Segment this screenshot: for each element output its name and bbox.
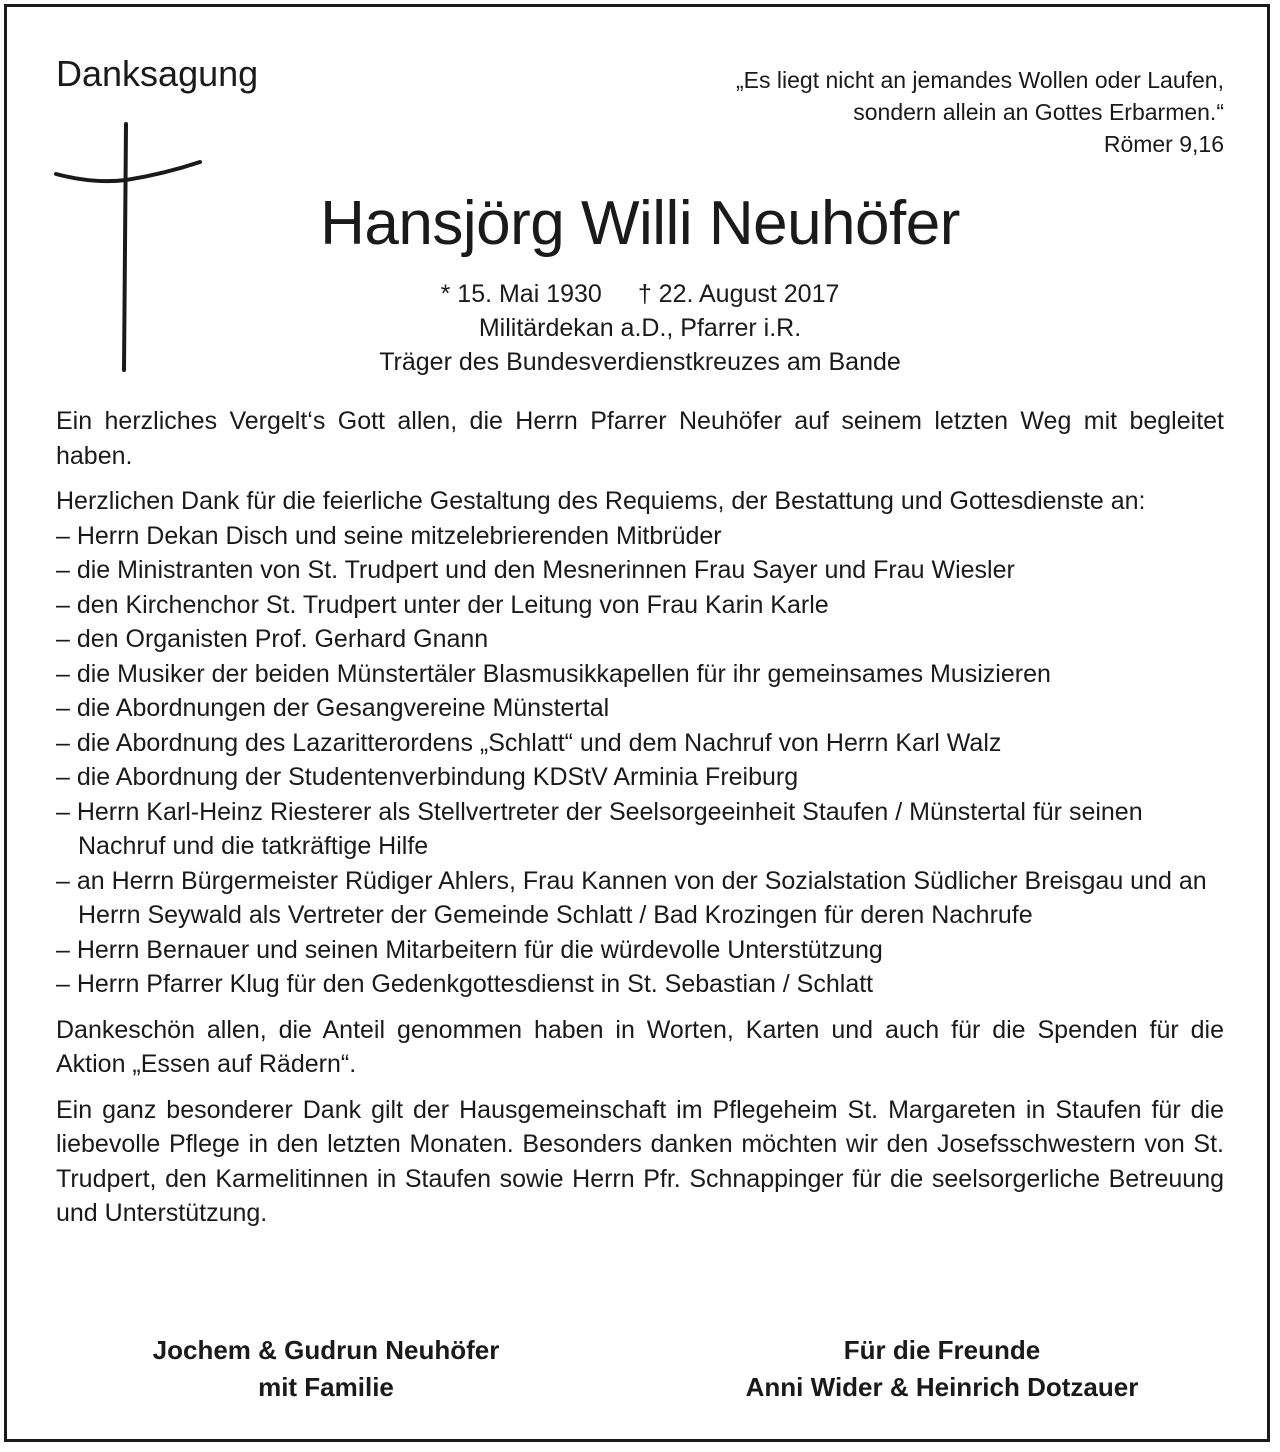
birth-date: * 15. Mai 1930	[440, 280, 602, 308]
signature-line: Jochem & Gudrun Neuhöfer	[152, 1335, 500, 1365]
list-item: – Herrn Bernauer und seinen Mitarbeitern für die würdevolle Unterstützung	[56, 935, 883, 964]
bible-quote	[604, 64, 1224, 160]
list-item: – Herrn Karl-Heinz Riesterer als Stellvertreter der Seelsorgeeinheit Staufen / Münstertal für seinen Nachruf und die tatkräftige Hilfe	[56, 797, 1143, 860]
list-item: – die Ministranten von St. Trudpert und den Mesnerinnen Frau Sayer und Frau Wiesler	[56, 556, 1015, 584]
special-thanks-paragraph: Ein ganz besonderer Dank gilt der Hausgemeinschaft im Pflegeheim St. Margareten in Staufen für die liebevolle Pflege in den letzten Monaten. Besonders danken möchten wir den Josefsschwestern von St. Trudpert, den Karmelitinnen in Staufen sowie Herrn Pfr. Schnappinger für die seelsorgerliche Betreuung und Unterstützung.	[56, 1095, 1224, 1227]
life-dates	[0, 277, 1280, 311]
list-item: – die Abordnung der Studentenverbindung KDStV Arminia Freiburg	[56, 763, 799, 791]
signature-family	[46, 1332, 606, 1406]
quote-line: „Es liegt nicht an jemandes Wollen oder Laufen,	[736, 67, 1224, 93]
list-item: – die Musiker der beiden Münstertäler Blasmusikkapellen für ihr gemeinsames Musizieren	[56, 659, 1051, 688]
signature-line: Für die Freunde	[843, 1335, 1041, 1365]
signature-line: mit Familie	[258, 1372, 394, 1402]
notice-body	[56, 404, 1224, 1231]
signature-line: Anni Wider & Heinrich Dotzauer	[745, 1372, 1139, 1402]
list-item: – den Organisten Prof. Gerhard Gnann	[56, 625, 489, 653]
list-item: – Herrn Dekan Disch und seine mitzelebrierenden Mitbrüder	[56, 521, 722, 550]
quote-reference: Römer 9,16	[1103, 131, 1224, 157]
list-item: – Herrn Pfarrer Klug für den Gedenkgottesdienst in St. Sebastian / Schlatt	[56, 970, 874, 998]
life-details	[0, 277, 1280, 379]
quote-line: sondern allein an Gottes Erbarmen.“	[853, 99, 1224, 125]
list-item: – an Herrn Bürgermeister Rüdiger Ahlers, Frau Kannen von der Sozialstation Südlicher Breisgau und an Herrn Seywald als Vertreter der Gemeinde Schlatt / Bad Krozingen für deren Nachrufe	[56, 866, 1207, 929]
notice-heading: Danksagung	[56, 53, 259, 94]
deceased-title: Militärdekan a.D., Pfarrer i.R.	[478, 314, 802, 342]
list-item: – die Abordnung des Lazaritterordens „Schlatt“ und dem Nachruf von Herrn Karl Walz	[56, 728, 1002, 757]
signature-friends	[662, 1332, 1222, 1406]
donations-paragraph: Dankeschön allen, die Anteil genommen haben in Worten, Karten und auch für die Spenden für die Aktion „Essen auf Rädern“.	[56, 1015, 1224, 1078]
thanks-lead: Herzlichen Dank für die feierliche Gestaltung des Requiems, der Bestattung und Gottesdienste an:	[56, 487, 1146, 515]
death-date: † 22. August 2017	[637, 280, 840, 308]
list-item: – den Kirchenchor St. Trudpert unter der Leitung von Frau Karin Karle	[56, 590, 829, 619]
deceased-name: Hansjörg Willi Neuhöfer	[320, 189, 960, 258]
intro-paragraph: Ein herzliches Vergelt‘s Gott allen, die Herrn Pfarrer Neuhöfer auf seinem letzten Weg mit begleitet haben.	[56, 407, 1224, 470]
list-item: – die Abordnungen der Gesangvereine Münstertal	[56, 694, 610, 722]
deceased-honor: Träger des Bundesverdienstkreuzes am Bande	[379, 348, 901, 376]
thanks-list	[56, 519, 1224, 1002]
